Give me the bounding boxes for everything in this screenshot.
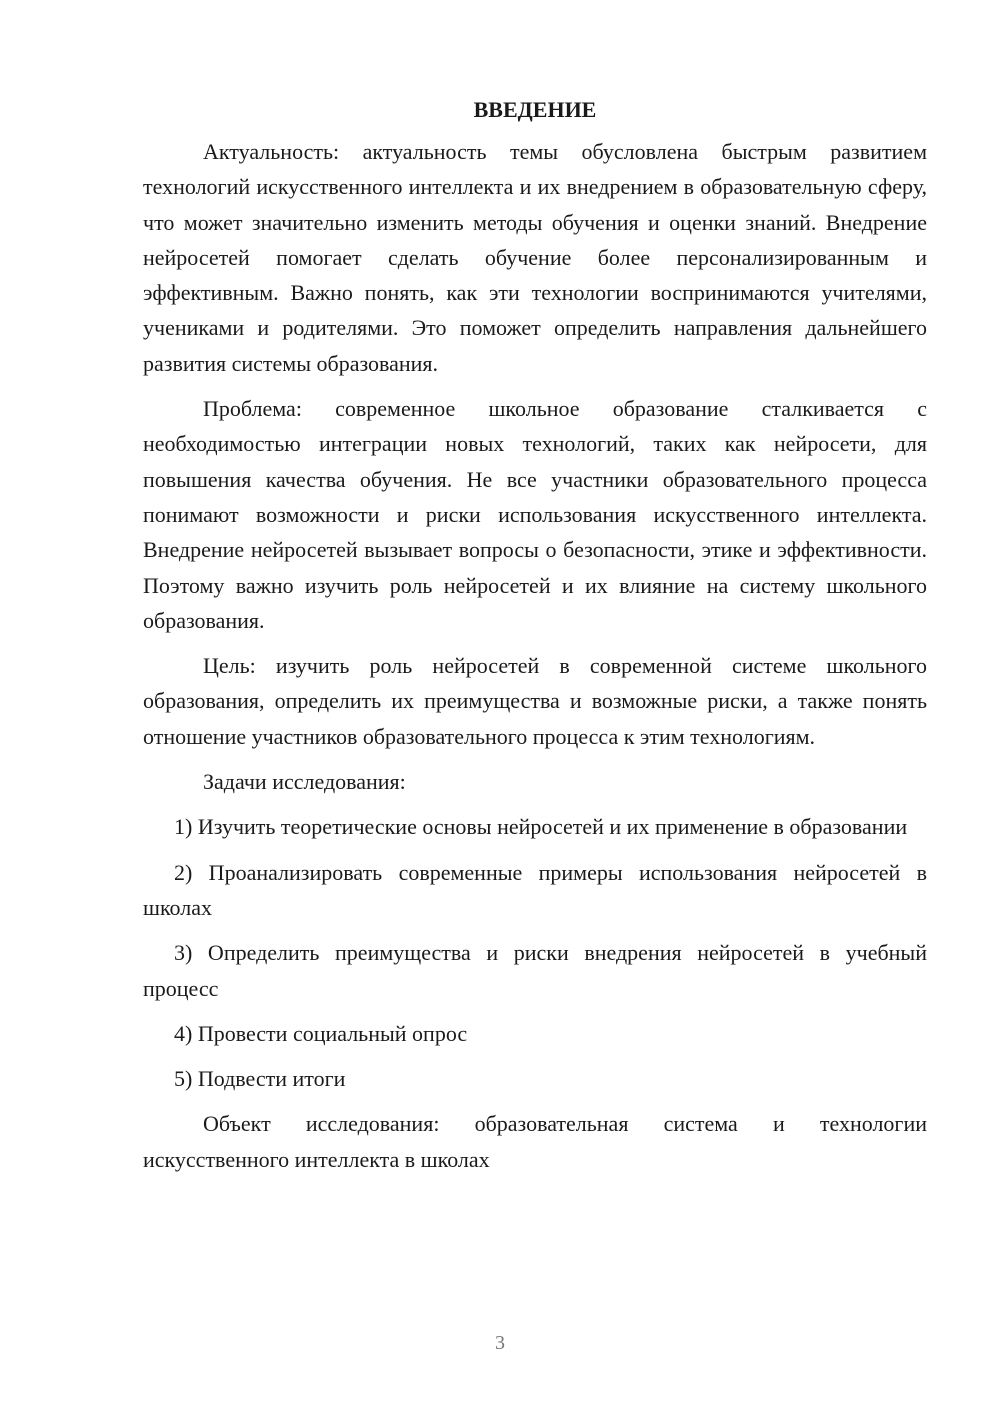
task-item-5: 5) Подвести итоги (174, 1066, 346, 1092)
problem-paragraph: Проблема: современное школьное образование сталкивается с необходимостью интеграции новых технологий, таких как нейросети, для повышения качества обучения. Не все участники образовательного процесса понимают возможности и риски использования искусственного интеллекта. Внедрение нейросетей вызывает вопросы о безопасности, этике и эффективности. Поэтому важно изучить роль нейросетей и их влияние на систему школьного образования. (143, 396, 927, 633)
page-content (143, 92, 927, 1187)
tasks-heading: Задачи исследования: (203, 769, 406, 795)
page-title: ВВЕДЕНИЕ (473, 97, 597, 122)
task-item-4: 4) Провести социальный опрос (174, 1020, 468, 1046)
relevance-paragraph: Актуальность: актуальность темы обусловлена быстрым развитием технологий искусственного интеллекта и их внедрением в образовательную сферу, что может значительно изменить методы обучения и оценки знаний. Внедрение нейросетей помогает сделать обучение более персонализированным и эффективным. Важно понять, как эти технологии воспринимаются учителями, учениками и родителями. Это поможет определить направления дальнейшего развития системы образования. (143, 139, 927, 376)
object-paragraph: Объект исследования: образовательная система и технологии искусственного интеллекта в школах (143, 1111, 927, 1172)
page-number: 3 (495, 1332, 505, 1354)
goal-paragraph: Цель: изучить роль нейросетей в современной системе школьного образования, определить их преимущества и возможные риски, а также понять отношение участников образовательного процесса к этим технологиям. (143, 653, 927, 749)
task-item-2: 2) Проанализировать современные примеры использования нейросетей в школах (143, 859, 927, 920)
task-item-3: 3) Определить преимущества и риски внедрения нейросетей в учебный процесс (143, 940, 927, 1001)
task-item-1: 1) Изучить теоретические основы нейросетей и их применение в образовании (174, 814, 908, 840)
